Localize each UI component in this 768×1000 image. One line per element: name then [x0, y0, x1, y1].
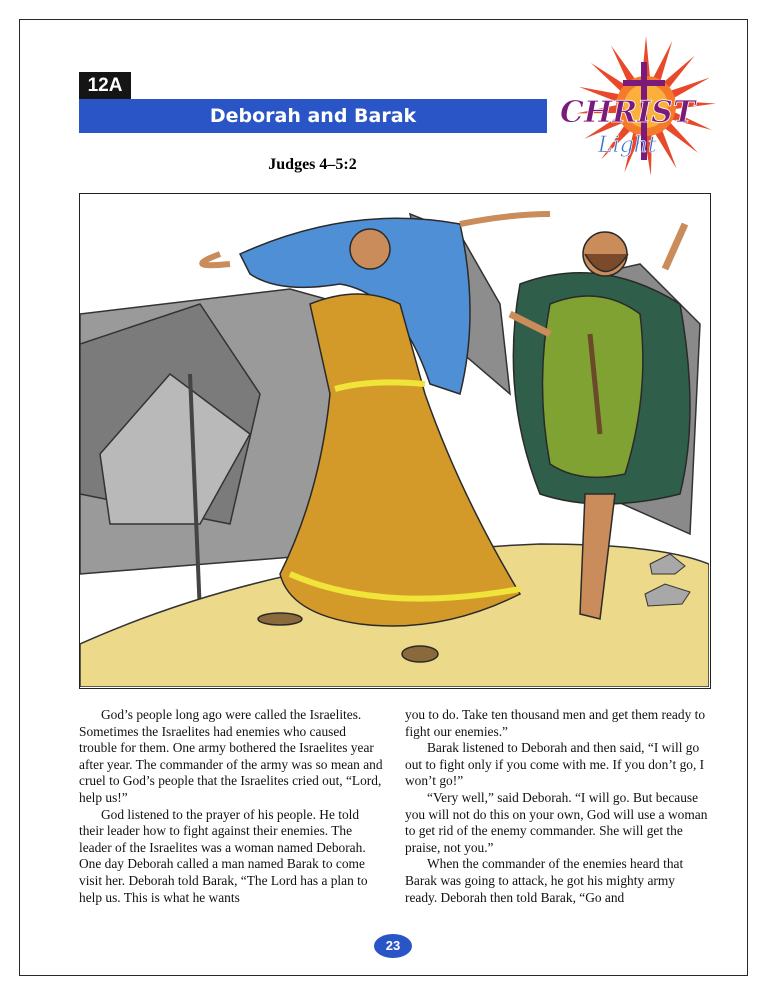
- page-number: 23: [374, 934, 412, 958]
- illustration: [79, 193, 711, 689]
- story-left-column: [79, 707, 384, 906]
- christlight-logo: [548, 34, 734, 180]
- svg-text:CHRIST: CHRIST: [560, 95, 696, 130]
- story-paragraph: “Very well,” said Deborah. “I will go. But because you will not do this on your own, God will use a woman to get rid of the enemy commander. She will get the praise, not you.”: [405, 789, 708, 855]
- scripture-reference: Judges 4–5:2: [268, 156, 357, 173]
- story-paragraph-continued: you to do. Take ten thousand men and get them ready to fight our enemies.”: [405, 707, 706, 739]
- svg-text:Light: Light: [598, 133, 657, 158]
- lesson-title: Deborah and Barak: [79, 99, 547, 133]
- lesson-number-badge: 12A: [79, 72, 131, 99]
- story-paragraph: Barak listened to Deborah and then said, “I will go out to fight only if you come with me. If you don’t go, I won’t go!”: [405, 740, 705, 789]
- story-paragraph: God listened to the prayer of his people. He told their leader how to fight against their enemies. The leader of the Israelites was a woman named Deborah. One day Deborah called a man named Barak to come visit her. Deborah told Barak, “The Lord has a plan to help us. This is what he wants: [79, 806, 368, 905]
- story-paragraph: God’s people long ago were called the Israelites. Sometimes the Israelites had enemies who caused trouble for them. One army bothered the Israelites year after year. The commander of the army was so mean and cruel to God’s people that the Israelites cried out, “Lord, help us!”: [79, 707, 383, 805]
- story-paragraph: When the commander of the enemies heard that Barak was going to attack, he got his mighty army ready. Deborah then told Barak, “Go and: [405, 856, 684, 905]
- story-right-column: [405, 707, 710, 906]
